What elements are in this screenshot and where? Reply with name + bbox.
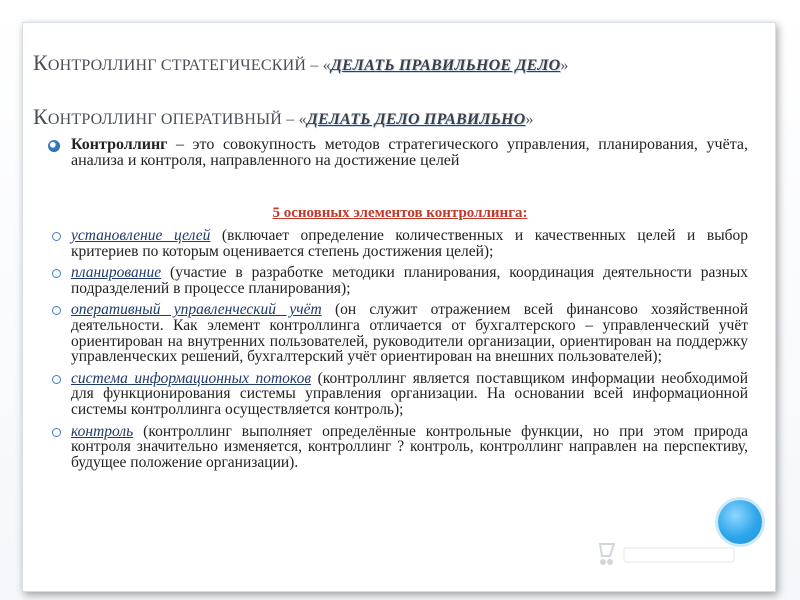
- item-term: оперативный управленческий учёт: [71, 301, 322, 319]
- title-strategic-initial: К: [33, 50, 48, 75]
- item-text: (включает определение количественных и качественных целей и выбор критериев по которым оценивается степень достижения целей);: [71, 227, 749, 260]
- title-strategic-quote: ДЕЛАТЬ ПРАВИЛЬНОЕ ДЕЛО: [330, 57, 561, 74]
- title-strategic-close: »: [560, 57, 569, 74]
- circle-bullet-icon: [52, 375, 61, 384]
- circle-bullet-icon: [52, 232, 61, 241]
- circle-bullet-icon: [52, 269, 61, 278]
- list-item: [52, 265, 748, 296]
- item-term: установление целей: [71, 227, 211, 244]
- elements-list: [52, 228, 748, 476]
- list-item: [52, 424, 748, 471]
- definition-bullet: [52, 137, 748, 168]
- circle-bullet-icon: [52, 306, 61, 315]
- list-item: [52, 371, 748, 418]
- watermark-icon: [590, 538, 750, 572]
- elements-subheading: 5 основных элементов контроллинга:: [272, 205, 528, 221]
- title-operational-initial: К: [33, 104, 48, 129]
- list-item: [52, 228, 748, 259]
- definition-body: – это совокупность методов стратегического управления, планирования, учёта, анализа и контроля, направленного на достижение целей: [71, 136, 748, 169]
- item-text: (контроллинг выполняет определённые контрольные функции, но при этом природа контроля значительно изменяется, контроллинг ? контроль, контроллинг направлен на перспективу, будущее положение организации).: [71, 422, 748, 471]
- definition-term: Контроллинг: [71, 136, 168, 153]
- title-operational-close: »: [525, 111, 534, 128]
- item-text: (контроллинг является поставщиком информации необходимой для функционирования системы управления организации. На основании всей информационной системы контроллинга осуществляется контроль);: [71, 369, 748, 418]
- title-operational-text: ОНТРОЛЛИНГ ОПЕРАТИВНЫЙ – «: [47, 111, 307, 128]
- item-term: контроль: [71, 422, 134, 440]
- title-operational-quote: ДЕЛАТЬ ДЕЛО ПРАВИЛЬНО: [306, 111, 526, 128]
- list-item: [52, 302, 748, 364]
- title-strategic-text: ОНТРОЛЛИНГ СТРАТЕГИЧЕСКИЙ – «: [47, 57, 331, 74]
- bullet-dot-icon: [48, 140, 60, 152]
- definition-text: [52, 137, 748, 168]
- circle-bullet-icon: [52, 428, 61, 437]
- item-term: планирование: [71, 264, 162, 282]
- item-text: (он служит отражением всей финансово хозяйственной деятельности. Как элемент контроллинга отличается от бухгалтерского – управленческий учёт ориентирован на внутренних пользователей, руководители организации, ориентирован на поддержку управленческих решений, бухгалтерский учёт ориентирован на внешних пользователей);: [71, 301, 749, 366]
- item-term: система информационных потоков: [71, 369, 312, 387]
- item-text: (участие в разработке методики планирования, координация деятельности разных подразделений в процессе планирования);: [71, 264, 748, 297]
- title-strategic: [33, 50, 773, 76]
- title-operational: [33, 104, 773, 130]
